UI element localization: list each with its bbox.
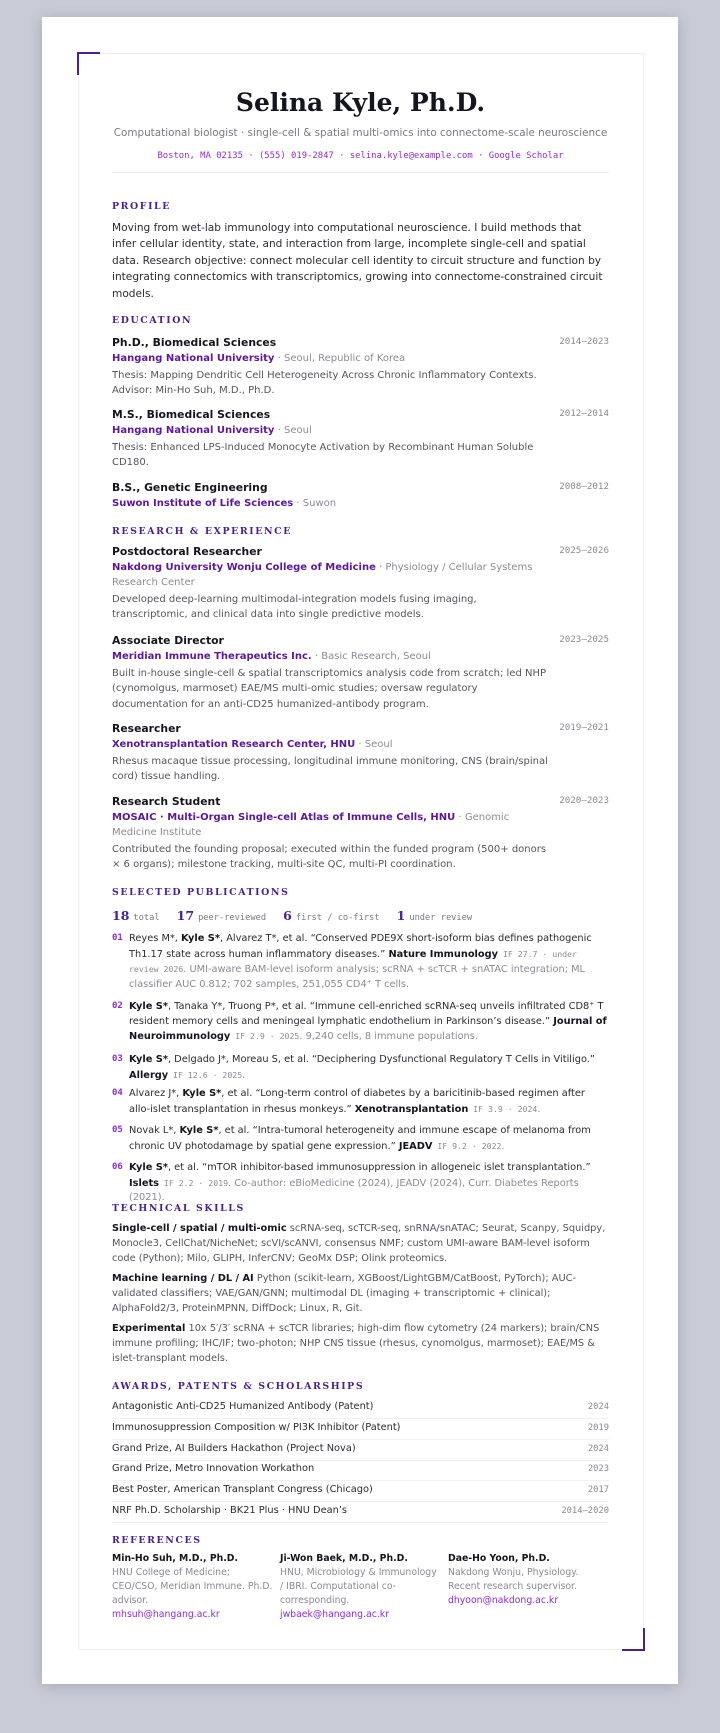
pub-authors-before: Reyes M*, bbox=[129, 933, 182, 944]
experience-years: 2023–2025 bbox=[559, 634, 609, 645]
education-institution bbox=[112, 351, 552, 366]
pub-authors-before: Novak L*, bbox=[129, 1125, 180, 1136]
reference-email-link[interactable]: mhsuh@hangang.ac.kr bbox=[112, 1609, 220, 1620]
publication-citation bbox=[129, 1161, 609, 1206]
education-entry bbox=[112, 335, 609, 399]
stat-peer-reviewed-label: peer-reviewed bbox=[198, 913, 267, 923]
stat-under-review-count: 1 bbox=[396, 908, 406, 923]
experience-years: 2019–2021 bbox=[559, 722, 609, 733]
contact-line bbox=[102, 151, 619, 161]
education-detail: Thesis: Enhanced LPS-Induced Monocyte Activation by Recombinant Human Soluble CD180. bbox=[112, 442, 534, 469]
stat-first-author-label: first / co-first bbox=[295, 913, 380, 923]
pub-title: , Alvarez T*, et al. “Conserved PDE9X short-isoform bias defines pathogenic Th1.17 state across human inflammatory diseases.” bbox=[129, 933, 592, 960]
school-name: Suwon Institute of Life Sciences bbox=[112, 498, 294, 509]
pub-impact-meta: IF 2.2 · 2019 bbox=[159, 1177, 229, 1188]
pub-title: , et al. “Intra-tumoral heterogeneity and immune escape of melanoma from chronic UV photodamage by spatial gene expression.” bbox=[129, 1125, 591, 1152]
header-divider bbox=[112, 172, 609, 173]
skill-group-label: Machine learning / DL / AI bbox=[112, 1273, 254, 1284]
organization-location: · Seoul bbox=[355, 739, 393, 750]
award-year: 2014–2020 bbox=[561, 1506, 609, 1516]
stat-under-review-label: under review bbox=[409, 913, 473, 923]
reference-affiliation: HNU College of Medicine; CEO/CSO, Meridian Immune. Ph.D. advisor. bbox=[112, 1567, 273, 1606]
experience-years: 2025–2026 bbox=[559, 545, 609, 556]
school-location: · Seoul, Republic of Korea bbox=[274, 353, 406, 364]
experience-description: Contributed the founding proposal; executed within the funded program (500+ donors × 6 organs); milestone tracking, multi-site QC, multi-PI coordination. bbox=[112, 844, 547, 871]
experience-entry bbox=[112, 794, 609, 873]
stat-total-label: total bbox=[133, 913, 160, 923]
contact-separator: · bbox=[333, 151, 350, 161]
pub-authors-before: Alvarez J*, bbox=[129, 1088, 183, 1099]
publication-citation bbox=[129, 932, 609, 993]
contact-location: Boston, MA 02135 bbox=[157, 151, 243, 161]
publication-item bbox=[112, 1053, 609, 1083]
tagline: Computational biologist · single-cell & spatial multi-omics into connectome-scale neuroscience bbox=[113, 127, 608, 139]
pub-title: , et al. “mTOR inhibitor-based immunosuppression in allogeneic islet transplantation.” bbox=[167, 1162, 591, 1173]
experience-role: Associate Director bbox=[112, 634, 224, 647]
publication-index: 03 bbox=[112, 1054, 123, 1064]
skill-group-text: Python (scikit-learn, XGBoost/LightGBM/CatBoost, PyTorch); AUC-validated classifiers; VAE/GAN/GNN; multimodal DL (imaging + transcriptomic + clinical); AlphaFold2/3, ProteinMPNN, DiffDock; Linux, R, Git. bbox=[112, 1273, 576, 1314]
contact-separator: · bbox=[472, 151, 489, 161]
publication-index: 04 bbox=[112, 1088, 123, 1098]
stat-first-author-count: 6 bbox=[283, 908, 292, 923]
school-location: · Seoul bbox=[274, 425, 312, 436]
experience-organization bbox=[112, 560, 552, 590]
reference-name: Ji-Won Baek, M.D., Ph.D. bbox=[280, 1553, 408, 1564]
reference-email-link[interactable]: jwbaek@hangang.ac.kr bbox=[280, 1609, 389, 1620]
corner-ornament-bottom-right bbox=[622, 1628, 645, 1651]
publication-index: 02 bbox=[112, 1001, 123, 1011]
section-title-profile: PROFILE bbox=[112, 201, 171, 212]
education-years: 2014–2023 bbox=[559, 336, 609, 347]
education-institution bbox=[112, 496, 552, 511]
education-entry bbox=[112, 407, 609, 471]
section-title-skills: TECHNICAL SKILLS bbox=[112, 1203, 245, 1214]
contact-email-link[interactable]: selina.kyle@example.com bbox=[349, 151, 473, 161]
stat-peer-reviewed-count: 17 bbox=[176, 908, 195, 923]
pub-note: . Co-author: eBioMedicine (2024), JEADV (2024), Curr. Diabetes Reports (2021). bbox=[129, 1177, 579, 1204]
education-institution bbox=[112, 423, 552, 438]
education-years: 2008–2012 bbox=[559, 481, 609, 492]
pub-impact-meta: IF 3.9 · 2024 bbox=[468, 1103, 538, 1114]
skill-group-text: 10x 5′/3′ scRNA + scTCR libraries; high-dim flow cytometry (24 markers); brain/CNS immune profiling; IHC/IF; two-photon; NHP CNS tissue (rhesus, cynomolgus, marmoset); EAE/MS & islet-transplant models. bbox=[112, 1323, 600, 1364]
section-title-experience: RESEARCH & EXPERIENCE bbox=[112, 526, 292, 537]
pub-impact-meta: IF 2.9 · 2025 bbox=[230, 1031, 300, 1042]
pub-title: , Delgado J*, Moreau S, et al. “Deciphering Dysfunctional Regulatory T Cells in Vitiligo.” bbox=[167, 1054, 595, 1065]
experience-years: 2020–2023 bbox=[559, 795, 609, 806]
pub-note: . bbox=[242, 1069, 246, 1081]
organization-name: Meridian Immune Therapeutics Inc. bbox=[112, 651, 312, 662]
organization-location: · Genomic Medicine Institute bbox=[112, 812, 510, 838]
section-title-education: EDUCATION bbox=[112, 315, 193, 326]
experience-organization bbox=[112, 810, 552, 840]
award-row bbox=[112, 1502, 609, 1523]
experience-description: Built in-house single-cell & spatial transcriptomics analysis code from scratch; led NHP (cynomolgus, marmoset) EAE/MS multi-omic studies; oversaw regulatory documentation for an anti-CD25 humanized-antibody program. bbox=[112, 668, 546, 710]
google-scholar-link[interactable]: Google Scholar bbox=[488, 151, 564, 161]
organization-location: · Physiology / Cellular Systems Research Center bbox=[112, 562, 533, 588]
candidate-name: Selina Kyle, Ph.D. bbox=[235, 88, 486, 117]
award-name: Grand Prize, Metro Innovation Workathon bbox=[112, 1463, 315, 1474]
skill-group-text: scRNA-seq, scTCR-seq, snRNA/snATAC; Seurat, Scanpy, Squidpy, Monocle3, CellChat/NicheNet; scVI/scANVI, consensus NMF; custom UMI-aware BAM-level isoform code (Python); Milo, GLIPH, InferCNV; GeoMx DSP; Olink proteomics. bbox=[112, 1223, 606, 1264]
reference-card bbox=[448, 1552, 610, 1608]
award-name: Grand Prize, AI Builders Hackathon (Project Nova) bbox=[112, 1443, 356, 1454]
resume-page bbox=[42, 17, 678, 1684]
pub-journal: Allergy bbox=[129, 1069, 169, 1081]
publication-citation bbox=[129, 1053, 609, 1083]
skill-group bbox=[112, 1221, 609, 1266]
education-degree: B.S., Genetic Engineering bbox=[112, 481, 268, 494]
award-year: 2024 bbox=[587, 1402, 609, 1412]
pub-self-author: Kyle S* bbox=[179, 1125, 219, 1136]
skill-group bbox=[112, 1271, 609, 1316]
award-name: Immunosuppression Composition w/ PI3K Inhibitor (Patent) bbox=[112, 1422, 401, 1433]
experience-description: Developed deep-learning multimodal-integration models fusing imaging, transcriptomic, and clinical data into single predictive models. bbox=[112, 594, 477, 621]
pub-self-author: Kyle S* bbox=[182, 1088, 222, 1099]
pub-self-author: Kyle S* bbox=[129, 1054, 168, 1065]
pub-self-author: Kyle S* bbox=[181, 933, 220, 944]
experience-description: Rhesus macaque tissue processing, longitudinal immune monitoring, CNS (brain/spinal cord) tissue handling. bbox=[112, 756, 548, 783]
reference-card bbox=[280, 1552, 442, 1622]
education-years: 2012–2014 bbox=[559, 408, 609, 419]
reference-card bbox=[112, 1552, 274, 1622]
award-name: Best Poster, American Transplant Congress (Chicago) bbox=[112, 1484, 373, 1495]
school-name: Hangang National University bbox=[112, 353, 275, 364]
skill-group bbox=[112, 1321, 609, 1366]
section-title-publications: SELECTED PUBLICATIONS bbox=[112, 887, 290, 898]
experience-entry bbox=[112, 544, 609, 623]
organization-name: Xenotransplantation Research Center, HNU bbox=[112, 739, 356, 750]
pub-impact-meta: IF 9.2 · 2022 bbox=[432, 1140, 502, 1151]
publication-citation bbox=[129, 1124, 609, 1154]
award-year: 2019 bbox=[587, 1423, 609, 1433]
education-entry bbox=[112, 480, 609, 511]
publication-stats bbox=[112, 905, 484, 924]
award-row bbox=[112, 1460, 609, 1481]
skill-group-label: Experimental bbox=[112, 1323, 186, 1334]
experience-organization bbox=[112, 737, 552, 752]
award-year: 2024 bbox=[587, 1444, 609, 1454]
award-year: 2017 bbox=[587, 1485, 609, 1495]
award-name: NRF Ph.D. Scholarship · BK21 Plus · HNU Dean’s bbox=[112, 1505, 348, 1516]
skill-group-label: Single-cell / spatial / multi-omic bbox=[112, 1223, 287, 1234]
pub-note: . 9,240 cells, 8 immune populations. bbox=[299, 1031, 478, 1043]
publication-citation bbox=[129, 1087, 609, 1117]
section-title-references: REFERENCES bbox=[112, 1535, 202, 1546]
publication-item bbox=[112, 1000, 609, 1045]
experience-entry bbox=[112, 721, 609, 785]
pub-title: , Tanaka Y*, Truong P*, et al. “Immune cell-enriched scRNA-seq unveils infiltrated CD8⁺ T resident memory cells and meningeal lymphatic endothelium in Parkinson’s disease.” bbox=[129, 1001, 604, 1027]
pub-note: . bbox=[537, 1103, 541, 1115]
contact-separator: · bbox=[242, 151, 259, 161]
award-name: Antagonistic Anti-CD25 Humanized Antibody (Patent) bbox=[112, 1401, 374, 1412]
experience-role: Researcher bbox=[112, 722, 181, 735]
award-row bbox=[112, 1440, 609, 1461]
publication-index: 05 bbox=[112, 1125, 123, 1135]
experience-organization bbox=[112, 649, 552, 664]
school-name: Hangang National University bbox=[112, 425, 275, 436]
corner-ornament-top-left bbox=[77, 52, 100, 75]
experience-role: Postdoctoral Researcher bbox=[112, 545, 262, 558]
pub-impact-meta: IF 12.6 · 2025 bbox=[168, 1069, 243, 1080]
publication-item bbox=[112, 1161, 609, 1206]
experience-entry bbox=[112, 633, 609, 712]
pub-journal: Islets bbox=[129, 1177, 159, 1189]
education-detail: Thesis: Mapping Dendritic Cell Heterogeneity Across Chronic Inflammatory Contexts. Advisor: Min-Ho Suh, M.D., Ph.D. bbox=[112, 370, 537, 397]
award-row bbox=[112, 1398, 609, 1419]
reference-affiliation: HNU, Microbiology & Immunology / IBRI. Computational co-corresponding. bbox=[280, 1567, 437, 1606]
pub-journal: JEADV bbox=[398, 1140, 433, 1152]
reference-email-link[interactable]: dhyoon@nakdong.ac.kr bbox=[448, 1595, 559, 1606]
education-degree: M.S., Biomedical Sciences bbox=[112, 408, 271, 421]
pub-note: . UMI-aware BAM-level isoform analysis; scRNA + scTCR + snATAC integration; ML classifier AUC 0.812; 702 samples, 251,055 CD4⁺ T cells. bbox=[129, 964, 586, 991]
pub-impact-meta: IF 27.7 · under review 2026 bbox=[129, 948, 577, 975]
publication-item bbox=[112, 1087, 609, 1117]
school-location: · Suwon bbox=[293, 498, 337, 509]
pub-self-author: Kyle S* bbox=[129, 1162, 168, 1173]
award-row bbox=[112, 1481, 609, 1502]
contact-phone[interactable]: (555) 019-2847 bbox=[258, 151, 334, 161]
publication-item bbox=[112, 1124, 609, 1154]
reference-affiliation: Nakdong Wonju, Physiology. Recent research supervisor. bbox=[448, 1567, 579, 1592]
profile-text: Moving from wet-lab immunology into computational neuroscience. I build methods that infer cellular identity, state, and interaction from large, incomplete single-cell and spatial data. Research objective: connect molecular cell identity to circuit structure and function by integrating connectomics with transcriptomics, growing into connectome-constrained circuit models. bbox=[112, 222, 603, 300]
award-row bbox=[112, 1419, 609, 1440]
education-degree: Ph.D., Biomedical Sciences bbox=[112, 336, 277, 349]
pub-journal: Xenotransplantation bbox=[354, 1103, 469, 1115]
publication-index: 06 bbox=[112, 1162, 123, 1172]
pub-self-author: Kyle S* bbox=[129, 1001, 168, 1012]
reference-name: Dae-Ho Yoon, Ph.D. bbox=[448, 1553, 550, 1564]
award-year: 2023 bbox=[587, 1464, 609, 1474]
pub-note: . bbox=[501, 1140, 505, 1152]
organization-name: Nakdong University Wonju College of Medicine bbox=[112, 562, 376, 573]
pub-title: , et al. “Long-term control of diabetes by a baricitinib-based regimen after allo-islet transplantation in rhesus monkeys.” bbox=[129, 1088, 585, 1115]
publication-index: 01 bbox=[112, 933, 123, 943]
reference-name: Min-Ho Suh, M.D., Ph.D. bbox=[112, 1553, 239, 1564]
pub-journal: Nature Immunology bbox=[388, 948, 499, 960]
publication-citation bbox=[129, 1000, 609, 1045]
organization-name: MOSAIC · Multi-Organ Single-cell Atlas of Immune Cells, HNU bbox=[112, 812, 456, 823]
publication-item bbox=[112, 932, 609, 993]
pub-journal: Journal of Neuroimmunology bbox=[129, 1015, 607, 1043]
experience-role: Research Student bbox=[112, 795, 221, 808]
stat-total-count: 18 bbox=[112, 908, 130, 923]
section-title-awards: AWARDS, PATENTS & SCHOLARSHIPS bbox=[112, 1381, 365, 1392]
organization-location: · Basic Research, Seoul bbox=[311, 651, 431, 662]
